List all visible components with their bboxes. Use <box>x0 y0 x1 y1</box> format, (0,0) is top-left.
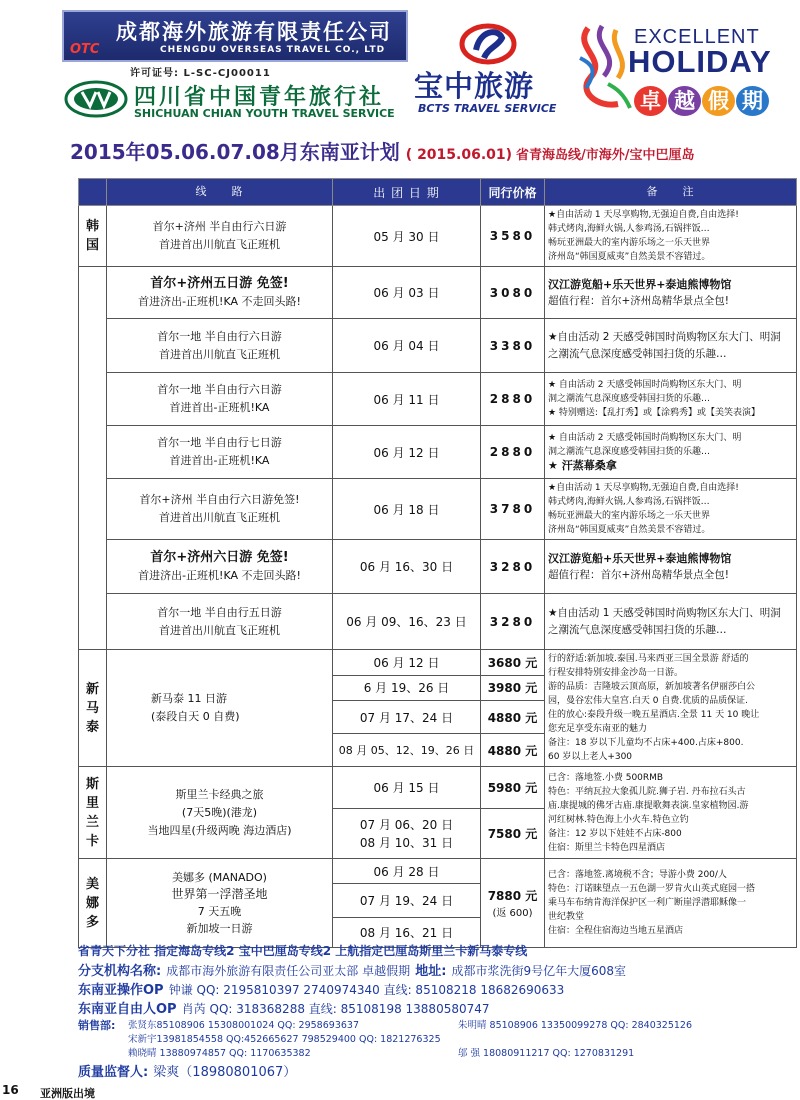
brand-badge: 假 <box>702 86 735 116</box>
sales-row: 宋新宇13981854558 QQ:452665627 798529400 QQ: 1821276325 <box>128 1034 441 1045</box>
date-cell: 06 月 04 日 <box>333 319 481 373</box>
brand-badge: 期 <box>736 86 769 116</box>
route-cell: 首尔一地 半自由行六日游 首进首出川航直飞正班机 <box>107 319 333 373</box>
sales-row: 张贤东85108906 15308001024 QQ: 2958693637 朱明晴 85108906 13350099278 QQ: 2840325126 <box>128 1020 693 1031</box>
date-cell: 08 月 16、21 日 <box>333 918 481 948</box>
address-label: 地址: <box>415 964 447 979</box>
free-op-label: 东南亚自由人OP <box>78 1002 177 1017</box>
note-cell: ★自由活动 1 天尽享购物,无强迫自费,自由选择! 韩式烤肉,海鲜火锅,人参鸡汤,石锅拌饭… 畅玩亚洲最大的室内游乐场之一乐天世界 济州岛“韩国夏威夷”自然美景不容错过。 <box>545 479 797 540</box>
company3-name-en: BCTS TRAVEL SERVICE <box>418 102 557 115</box>
route-cell: 美娜多 (MANADO) 世界第一浮潜圣地 7 天五晚 新加坡一日游 <box>107 859 333 948</box>
table-row <box>79 373 797 426</box>
price-cell: 3280 <box>481 540 545 594</box>
price-cell: 3780 <box>481 479 545 540</box>
free-op-line <box>78 998 796 1017</box>
youth-travel-logo-icon <box>64 80 128 118</box>
price-cell: 3580 <box>481 206 545 267</box>
date-cell: 06 月 15 日 <box>333 767 481 809</box>
table-row <box>79 594 797 650</box>
table-row <box>79 479 797 540</box>
brand-badge: 越 <box>668 86 701 116</box>
table-row <box>79 267 797 319</box>
date-cell: 06 月 28 日 <box>333 859 481 884</box>
region-korea-label-a: 韩国 <box>79 206 107 267</box>
region-korea-continued <box>79 267 107 650</box>
company2-name-en: SHICHUAN CHIAN YOUTH TRAVEL SERVICE <box>134 107 395 120</box>
itinerary-table <box>78 178 797 948</box>
qa-line <box>78 1061 796 1080</box>
route-cell: 首尔+济州 半自由行六日游免签! 首进首出川航直飞正班机 <box>107 479 333 540</box>
price-cell: 2880 <box>481 373 545 426</box>
title-date: ( 2015.06.01) <box>405 147 513 163</box>
date-cell: 08 月 05、12、19、26 日 <box>333 734 481 767</box>
date-cell: 07 月 06、20 日 08 月 10、31 日 <box>333 809 481 859</box>
header-route: 线 路 <box>107 179 333 206</box>
note-cell: ★ 自由活动 2 天感受韩国时尚购物区东大门、明 洞之潮流气息深度感受韩国扫货的乐趣… ★ 特别赠送:【乱打秀】或【涂鸦秀】或【美笑表演】 <box>545 373 797 426</box>
route-cell: 首尔一地 半自由行六日游 首进首出-正班机!KA <box>107 373 333 426</box>
op-label: 东南亚操作OP <box>78 983 164 998</box>
date-cell: 06 月 03 日 <box>333 267 481 319</box>
free-op-value: 肖芮 QQ: 318368288 直线: 85108198 13880580747 <box>181 1002 490 1016</box>
note-cell: ★ 自由活动 2 天感受韩国时尚购物区东大门、明 洞之潮流气息深度感受韩国扫货的乐趣… ★ 汗蒸幕桑拿 <box>545 426 797 479</box>
route-cell: 首尔+济州五日游 免签! 首进济出-正班机!KA 不走回头路! <box>107 267 333 319</box>
price-cell: 3980 元 <box>481 675 545 701</box>
bcts-swirl-icon <box>458 22 518 66</box>
sales-block <box>78 1017 796 1061</box>
company1-banner <box>62 10 408 62</box>
header-notes: 备 注 <box>545 179 797 206</box>
page-title <box>70 136 695 165</box>
date-cell: 6 月 19、26 日 <box>333 675 481 701</box>
company1-name-cn: 成都海外旅游有限责任公司 <box>116 19 392 44</box>
branch-line <box>78 960 796 979</box>
sales-list <box>128 1017 788 1059</box>
note-cell: ★自由活动 1 天感受韩国时尚购物区东大门、明洞 之潮流气息深度感受韩国扫货的乐趣… <box>545 594 797 650</box>
note-cell: 已含：落地签.小费 500RMB 特色：平纳瓦拉大象孤儿院.狮子岩. 丹布拉石头古 庙.康提城的佛牙古庙.康提歌舞表演.皇家植物园.游 河红树林.特色海上小火车.特色立钓 备注：12 岁以下娃娃不占床-800 住宿：斯里兰卡特色四星酒店 <box>545 767 797 859</box>
company3-name-cn: 宝中旅游 <box>414 69 535 103</box>
table-row <box>79 319 797 373</box>
price-cell: 7580 元 <box>481 809 545 859</box>
note-cell: ★自由活动 1 天尽享购物,无强迫自费,自由选择! 韩式烤肉,海鲜火锅,人参鸡汤,石锅拌饭… 畅玩亚洲最大的室内游乐场之一乐天世界 济州岛“韩国夏威夷”自然美景不容错过。 <box>545 206 797 267</box>
op-line <box>78 979 796 998</box>
route-cell: 斯里兰卡经典之旅 (7天5晚)(港龙) 当地四星(升级两晚 海边酒店) <box>107 767 333 859</box>
note-cell: 汉江游览船+乐天世界+泰迪熊博物馆 超值行程：首尔+济州岛精华景点全包! <box>545 267 797 319</box>
table-row <box>79 206 797 267</box>
header-region <box>79 179 107 206</box>
date-cell: 06 月 16、30 日 <box>333 540 481 594</box>
price-cell: 4880 元 <box>481 701 545 734</box>
route-cell: 新马泰 11 日游 (泰段自天 0 自费) <box>107 650 333 767</box>
page-number: 16 <box>2 1083 19 1097</box>
price-cell: 5980 元 <box>481 767 545 809</box>
price-cell: 3280 <box>481 594 545 650</box>
region-xmt-label: 新马泰 <box>79 650 107 767</box>
note-cell: 已含：落地签.离境税不含；导游小费 200/人 特色：汀诺睐望点一五色湖一罗肯火山英式庭园一搭 乘马车布纳肯海洋保护区一利广断崖浮潜耶稣像一 世纪教堂 住宿：全程住宿海边当地五星酒店 <box>545 859 797 948</box>
price-cell: 3680 元 <box>481 650 545 676</box>
table-row <box>79 767 797 809</box>
table-row <box>79 426 797 479</box>
header-logos <box>0 0 800 128</box>
date-cell: 07 月 19、24 日 <box>333 884 481 918</box>
sales-label: 销售部: <box>78 1019 116 1032</box>
header-price: 同行价格 <box>481 179 545 206</box>
route-cell: 首尔一地 半自由行七日游 首进首出-正班机!KA <box>107 426 333 479</box>
note-cell: ★自由活动 2 天感受韩国时尚购物区东大门、明洞 之潮流气息深度感受韩国扫货的乐趣… <box>545 319 797 373</box>
table-row <box>79 859 797 884</box>
agency-lines: 省青天下分社 指定海岛专线2 宝中巴厘岛专线2 上航指定巴厘岛斯里兰卡新马泰专线 <box>78 944 528 958</box>
branch-value: 成都市海外旅游有限责任公司亚太部 卓越假期 <box>166 964 411 978</box>
brand-badge: 卓 <box>634 86 667 116</box>
table-row <box>79 650 797 676</box>
date-cell: 07 月 17、24 日 <box>333 701 481 734</box>
table-row <box>79 540 797 594</box>
region-srilanka-label: 斯里兰卡 <box>79 767 107 859</box>
route-cell: 首尔+济州 半自由行六日游 首进首出川航直飞正班机 <box>107 206 333 267</box>
route-cell: 首尔一地 半自由行五日游 首进首出川航直飞正班机 <box>107 594 333 650</box>
price-cell: 3080 <box>481 267 545 319</box>
contact-info <box>78 942 796 1080</box>
date-cell: 06 月 11 日 <box>333 373 481 426</box>
date-cell: 06 月 18 日 <box>333 479 481 540</box>
license-number: 许可证号: L-SC-CJ00011 <box>130 68 271 79</box>
otc-logo: OTC <box>70 42 100 57</box>
route-cell: 首尔+济州六日游 免签! 首进济出-正班机!KA 不走回头路! <box>107 540 333 594</box>
brand-cn-badges <box>634 86 770 116</box>
price-cell: 4880 元 <box>481 734 545 767</box>
footer-text: 亚洲版出境 <box>40 1087 95 1100</box>
price-cell: 2880 <box>481 426 545 479</box>
title-route: 省青海岛线/市海外/宝中巴厘岛 <box>516 148 695 163</box>
sales-row: 赖晓晴 13880974857 QQ: 1170635382 邬 强 18080911217 QQ: 1270831291 <box>128 1048 635 1059</box>
qa-label: 质量监督人: <box>78 1065 149 1080</box>
table-header-row <box>79 179 797 206</box>
company2-name-cn: 四川省中国青年旅行社 <box>134 85 385 110</box>
header-date: 出 团 日 期 <box>333 179 481 206</box>
title-main: 2015年05.06.07.08月东南亚计划 <box>70 140 400 164</box>
note-cell: 行的舒适:新加坡.泰国.马来西亚三国全景游 舒适的 行程安排特别安排金沙岛一日游。 游的品质：吉隆坡云顶高原，新加坡著名伊丽莎白公 园，曼谷宏伟大皇宫.白天 0 自费.优质的品质保证. 住的放心:泰段升级一晚五星酒店.全景 11 天 10 晚让 您充足享受东南亚的魅力 备注：18 岁以下儿童均不占床+400.占床+800. 60 岁以上老人+300 <box>545 650 797 767</box>
date-cell: 05 月 30 日 <box>333 206 481 267</box>
date-cell: 06 月 12 日 <box>333 426 481 479</box>
branch-label: 分支机构名称: <box>78 964 162 979</box>
brand-line-excellent: EXCELLENT <box>634 26 760 48</box>
price-cell: 7880 元 (返 600) <box>481 859 545 948</box>
brand-line-holiday: HOLIDAY <box>628 44 772 79</box>
company1-name-en: CHENGDU OVERSEAS TRAVEL CO., LTD <box>160 45 386 55</box>
address-value: 成都市浆洗街9号亿年大厦608室 <box>451 964 627 978</box>
price-cell: 3380 <box>481 319 545 373</box>
region-manado-label: 美娜多 <box>79 859 107 948</box>
date-cell: 06 月 12 日 <box>333 650 481 676</box>
note-cell: 汉江游览船+乐天世界+泰迪熊博物馆 超值行程：首尔+济州岛精华景点全包! <box>545 540 797 594</box>
op-value: 钟谦 QQ: 2195810397 2740974340 直线: 85108218 18682690633 <box>168 983 565 997</box>
qa-value: 梁爽（18980801067） <box>153 1065 297 1080</box>
date-cell: 06 月 09、16、23 日 <box>333 594 481 650</box>
